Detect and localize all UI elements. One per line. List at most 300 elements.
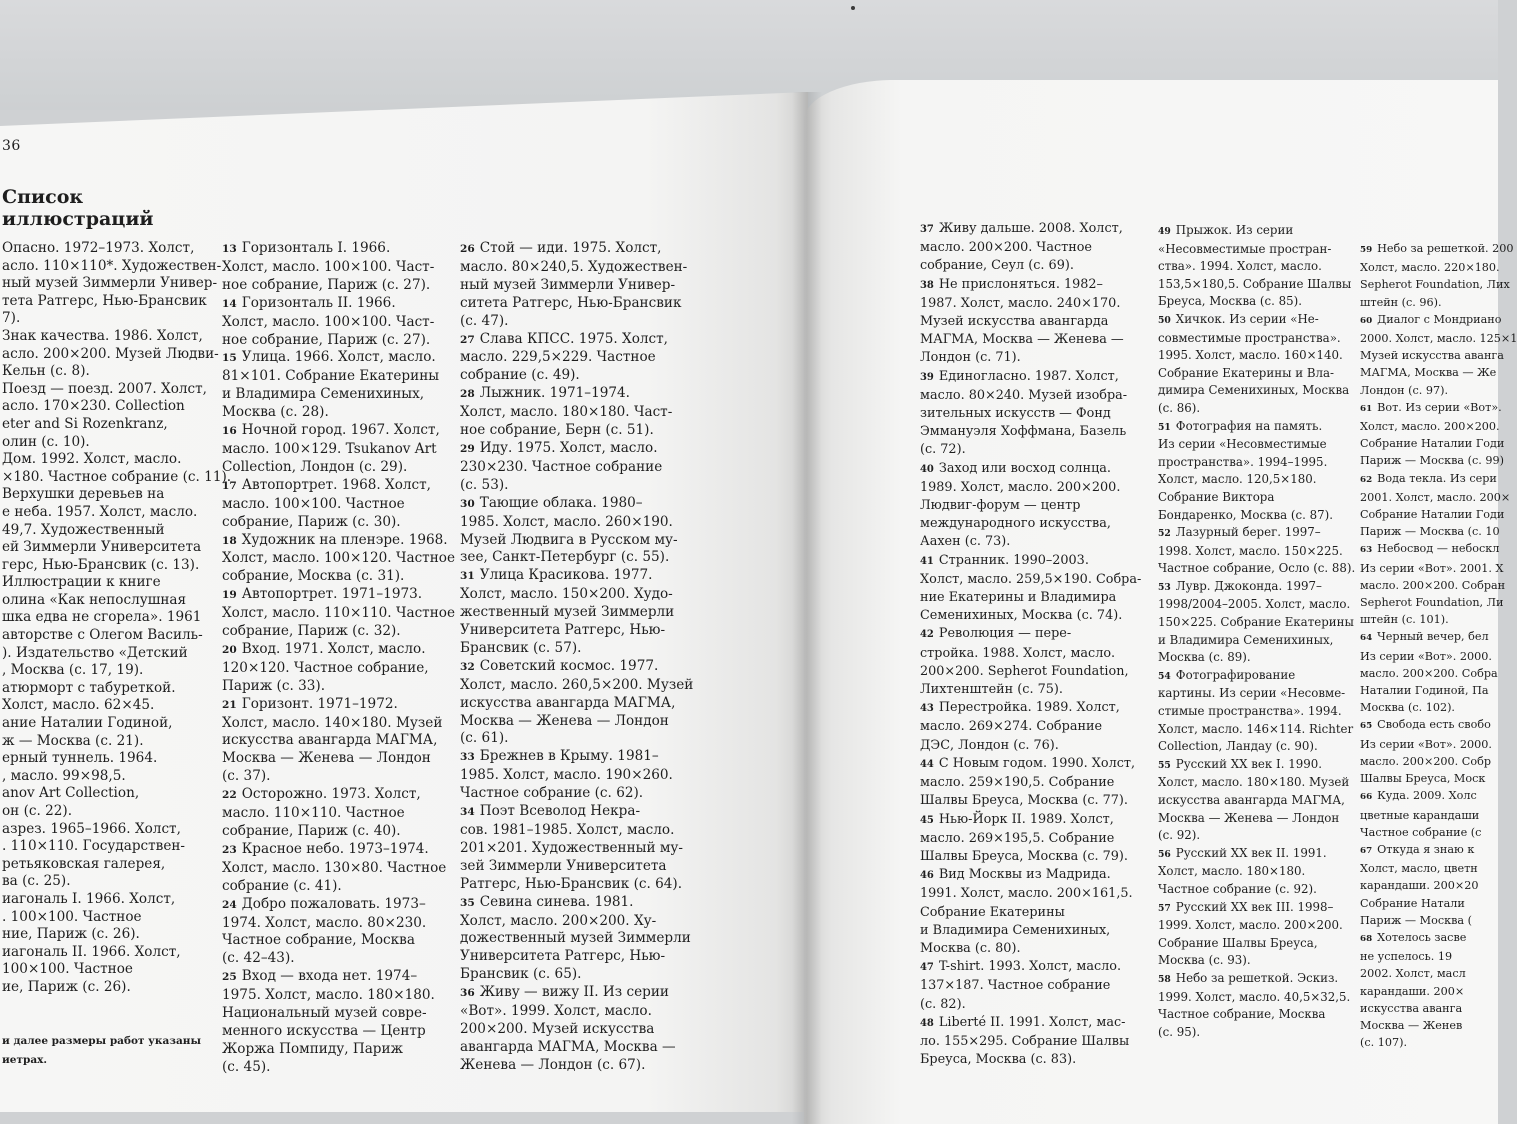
entry-text: Нью-Йорк II. 1989. Холст, [938, 811, 1114, 827]
entry-text: Москва — Женева — Лондон [222, 750, 431, 767]
entry-text: Холст, масло. 200×200. Ху- [460, 912, 657, 929]
entry-text: масло. 200×200. Собр [1360, 754, 1491, 768]
entry-text: Collection, Ландау (с. 90). [1158, 739, 1318, 754]
list-entry-line [2, 750, 231, 768]
entry-text: ерный туннель. 1964. [2, 750, 158, 767]
list-entry [460, 240, 693, 259]
list-entry [460, 331, 693, 350]
entry-number: 40 [920, 463, 934, 475]
entry-text: Холст, масло. 260,5×200. Музей [460, 676, 694, 693]
list-entry-line [1360, 682, 1517, 699]
entry-text: иагональ I. 1966. Холст, [2, 890, 176, 907]
entry-text: Семенихиных, Москва (с. 74). [920, 608, 1123, 624]
list-entry-line [460, 695, 693, 713]
entry-text: масло. 269×274. Собрание [920, 719, 1103, 735]
list-entry [920, 460, 1141, 479]
list-entry-line [1158, 649, 1355, 667]
page-number: 36 [2, 138, 21, 154]
entry-text: Советский космос. 1977. [479, 657, 659, 674]
list-entry-line [920, 405, 1141, 423]
entry-text: (с. 45). [222, 1058, 271, 1075]
list-entry [460, 567, 693, 586]
list-entry-line [222, 1023, 455, 1041]
entry-text: 1989. Холст, масло. 200×200. [920, 479, 1121, 495]
entry-text: Москва (с. 28). [222, 404, 329, 421]
list-entry-line [2, 873, 231, 891]
entry-text: Частное собрание (с [1360, 825, 1482, 839]
entry-text: МАГМА, Москва — Же [1360, 366, 1497, 380]
list-entry-line [222, 660, 455, 678]
entry-text: Бреуса, Москва (с. 85). [1158, 294, 1302, 309]
entry-text: собрание, Москва (с. 31). [222, 568, 405, 585]
entry-text: масло. 100×129. Tsukanov Art [222, 440, 437, 457]
list-entry-line [222, 314, 455, 332]
entry-text: 2002. Холст, масл [1360, 967, 1466, 981]
entry-text: Собрание Наталии Годи [1360, 508, 1505, 522]
entry-text: пространства». 1994–1995. [1158, 454, 1328, 469]
entry-text: Куда. 2009. Холс [1377, 789, 1477, 803]
entry-text: Холст, масло. 180×180. Част- [460, 404, 673, 421]
entry-text: Не прислоняться. 1982– [938, 276, 1103, 292]
entry-text: Лыжник. 1971–1974. [479, 385, 630, 402]
list-entry-line [2, 346, 231, 364]
list-entry [920, 625, 1141, 644]
list-entry-line [222, 805, 455, 823]
list-entry [460, 894, 693, 913]
list-entry-line [460, 730, 693, 748]
entry-text: Горизонталь II. 1966. [241, 294, 396, 311]
entry-text: Жоржа Помпиду, Париж [222, 1040, 404, 1057]
entry-number: 56 [1158, 848, 1171, 860]
list-entry-line [222, 368, 455, 386]
entry-text: Частное собрание (с. 92). [1158, 881, 1317, 896]
entry-number: 50 [1158, 314, 1171, 326]
entry-text: ание Наталии Годиной, [2, 715, 173, 732]
list-entry-line [1360, 259, 1517, 276]
entry-text: Горизонт. 1971–1972. [241, 695, 398, 712]
entry-number: 30 [460, 497, 475, 510]
list-entry-line [1158, 365, 1355, 383]
list-entry-line [1158, 685, 1355, 703]
list-entry [1360, 311, 1517, 330]
list-entry-line [1360, 523, 1517, 540]
list-entry-line [1158, 881, 1355, 899]
list-entry-line [1360, 699, 1517, 716]
entry-text: Холст, масло. 100×100. Част- [222, 313, 435, 330]
entry-number: 22 [222, 789, 237, 802]
entry-text: 201×201. Художественный му- [460, 839, 684, 856]
entry-text: 100×100. Частное [2, 961, 133, 978]
entry-text: 150×225. Собрание Екатерины [1158, 615, 1354, 630]
list-entry-line [2, 680, 231, 698]
entry-text: Фотография на память. [1175, 418, 1323, 433]
list-entry-line [2, 275, 231, 293]
list-entry-line [222, 1005, 455, 1023]
list-entry-line [1360, 294, 1517, 311]
entry-text: (с. 72). [920, 442, 966, 458]
list-entry-line [222, 404, 455, 422]
entry-text: 1975. Холст, масло. 180×180. [222, 987, 435, 1004]
entry-text: ×180. Частное собрание (с. 11). [2, 468, 232, 485]
entry-text: масло. 200×200. Частное [920, 240, 1093, 256]
list-entry [920, 1014, 1141, 1033]
list-entry-line [460, 259, 693, 277]
list-entry [222, 586, 455, 605]
list-entry [920, 811, 1141, 830]
entry-text: Шалвы Бреуса, Москва (с. 77). [920, 793, 1128, 809]
entry-text: Париж — Москва (с. 99) [1360, 454, 1504, 468]
list-entry-line [920, 479, 1141, 497]
list-entry-line [1360, 807, 1517, 824]
entry-text: Из серии «Вот». 2000. [1360, 737, 1492, 751]
entry-number: 51 [1158, 421, 1171, 433]
entry-text: Частное собрание, Москва [1158, 1007, 1326, 1022]
list-entry-line [2, 469, 231, 487]
entry-text: Музей искусства аванга [1360, 349, 1504, 363]
list-entry [222, 422, 455, 441]
list-entry-line [222, 441, 455, 459]
list-entry [920, 866, 1141, 885]
entry-text: и Владимира Семенихиных, [920, 922, 1111, 938]
list-entry-line [222, 678, 455, 696]
entry-text: иагональ II. 1966. Холст, [2, 943, 181, 960]
entry-text: картины. Из серии «Несовме- [1158, 686, 1346, 701]
entry-text: (с. 37). [222, 768, 271, 785]
entry-text: Поэт Всеволод Некра- [479, 803, 641, 820]
list-entry-line [222, 950, 455, 968]
list-entry-line [1158, 989, 1355, 1007]
entry-text: 1999. Холст, масло. 40,5×32,5. [1158, 989, 1351, 1004]
entry-text: Холст, масло. 130×80. Частное [222, 859, 447, 876]
list-entry-line [920, 1051, 1141, 1069]
list-entry-line [1360, 895, 1517, 912]
list-entry [1158, 222, 1355, 241]
list-entry-line [2, 574, 231, 592]
list-entry-line [460, 549, 693, 567]
entry-number: 45 [920, 814, 934, 826]
list-entry-line [222, 932, 455, 950]
entry-text: Диалог с Мондриано [1377, 312, 1502, 326]
entry-text: Автопортрет. 1968. Холст, [241, 476, 431, 493]
entry-text: (с. 61). [460, 730, 509, 747]
footnote [2, 1032, 201, 1070]
list-entry-line [920, 830, 1141, 848]
entry-text: и Владимира Семенихиных, [222, 386, 425, 403]
entry-text: стимые пространства». 1994. [1158, 704, 1342, 719]
entry-number: 64 [1360, 633, 1373, 644]
entry-number: 57 [1158, 902, 1171, 914]
entry-text: Ночной город. 1967. Холст, [241, 422, 440, 439]
entry-number: 17 [222, 479, 237, 492]
list-entry [920, 368, 1141, 387]
entry-text: ж — Москва (с. 21). [2, 732, 144, 749]
list-entry-line [460, 422, 693, 440]
entry-text: Париж — Москва ( [1360, 913, 1472, 927]
list-entry [1158, 845, 1355, 864]
entry-text: ный музей Зиммерли Универ- [460, 276, 676, 293]
entry-number: 16 [222, 425, 237, 438]
list-entry-line [460, 713, 693, 731]
list-entry-line [920, 533, 1141, 551]
list-entry-line [1360, 648, 1517, 665]
list-entry-line [1158, 347, 1355, 365]
list-entry [920, 552, 1141, 571]
entry-text: масло. 80×240. Музей изобра- [920, 387, 1128, 403]
entry-text: Национальный музей совре- [222, 1005, 427, 1022]
entry-text: масло. 259×190,5. Собрание [920, 775, 1115, 791]
entry-number: 67 [1360, 845, 1373, 856]
entry-text: МАГМА, Москва — Женева — [920, 332, 1124, 348]
list-entry-line [1360, 1000, 1517, 1017]
list-entry-line [2, 557, 231, 575]
entry-number: 39 [920, 371, 934, 383]
list-entry-line [1360, 330, 1517, 347]
entry-text: Собрание Екатерины и Вла- [1158, 365, 1335, 380]
entry-text: менного искусства — Центр [222, 1022, 426, 1039]
list-entry-line [2, 961, 231, 979]
entry-text: Небо за решеткой. Эскиз. [1175, 970, 1339, 985]
entry-text: асло. 170×230. Collection [2, 398, 185, 415]
entry-text: Вода текла. Из сери [1377, 471, 1497, 485]
list-entry-line [1360, 560, 1517, 577]
list-entry-line [1360, 824, 1517, 841]
list-entry-line [2, 434, 231, 452]
entry-text: 200×200. Sepherot Foundation, [920, 663, 1129, 679]
list-entry-line [1158, 721, 1355, 739]
entry-text: С Новым годом. 1990. Холст, [938, 755, 1136, 771]
list-entry-line [1158, 774, 1355, 792]
entry-text: Музей искусства авангарда [920, 314, 1109, 330]
entry-text: Тающие облака. 1980– [479, 494, 643, 511]
list-entry [460, 984, 693, 1003]
entry-text: Sepherot Foundation, Лих [1360, 278, 1510, 292]
list-entry-line [460, 622, 693, 640]
entry-text: (с. 86). [1158, 400, 1201, 415]
list-entry [920, 220, 1141, 239]
list-entry-line [1158, 1006, 1355, 1024]
entry-number: 55 [1158, 759, 1171, 771]
list-entry [222, 968, 455, 987]
entry-text: международного искусства, [920, 516, 1111, 532]
entry-text: 1995. Холст, масло. 160×140. [1158, 348, 1343, 363]
entry-text: Улица. 1966. Холст, масло. [241, 349, 436, 366]
list-entry-line [920, 387, 1141, 405]
entry-text: eter and Si Rozenkranz, [2, 415, 168, 432]
entry-text: ное собрание, Париж (с. 27). [222, 331, 431, 348]
list-entry-line [1158, 241, 1355, 259]
list-entry-line [222, 277, 455, 295]
list-column [920, 220, 1141, 1069]
entry-text: дожественный музей Зиммерли [460, 930, 691, 947]
entry-number: 31 [460, 570, 475, 583]
list-entry-line [920, 295, 1141, 313]
entry-text: собрание (с. 49). [460, 367, 580, 384]
entry-text: «Вот». 1999. Холст, масло. [460, 1003, 652, 1020]
list-entry-line [1158, 330, 1355, 348]
entry-text: Холст, масло. 180×180. Музей [1158, 775, 1350, 790]
list-entry-line [1158, 560, 1355, 578]
entry-text: Собрание Виктора [1158, 489, 1275, 504]
entry-text: 230×230. Частное собрание [460, 458, 663, 475]
entry-text: Прыжок. Из серии [1175, 223, 1294, 237]
list-entry-line [2, 328, 231, 346]
list-entry-line [1158, 436, 1355, 454]
entry-text: искусства аванга [1360, 1001, 1463, 1015]
entry-text: шка едва не сгорела». 1961 [2, 609, 202, 626]
entry-text: Кельн (с. 8). [2, 363, 90, 380]
entry-number: 48 [920, 1017, 934, 1029]
list-entry-line [460, 876, 693, 894]
list-entry-line [2, 979, 231, 997]
list-entry [1360, 540, 1517, 559]
list-entry-line [920, 571, 1141, 589]
list-entry-line [1360, 435, 1517, 452]
list-entry [1360, 240, 1517, 259]
list-entry [222, 786, 455, 805]
entry-text: Лихтенштейн (с. 75). [920, 682, 1063, 698]
list-entry [222, 641, 455, 660]
list-entry-line [2, 926, 231, 944]
entry-text: Женева — Лондон (с. 67). [460, 1056, 646, 1073]
list-entry-line [222, 732, 455, 750]
entry-text: Добро пожаловать. 1973– [241, 895, 426, 912]
list-entry-line [222, 332, 455, 350]
entry-text: стройка. 1988. Холст, масло. [920, 645, 1116, 661]
entry-text: ства». 1994. Холст, масло. [1158, 259, 1322, 274]
entry-number: 52 [1158, 528, 1171, 540]
list-entry-line [2, 838, 231, 856]
entry-text: Холст, масло. 100×120. Частное [222, 550, 455, 567]
list-column [222, 240, 455, 1077]
entry-number: 53 [1158, 581, 1171, 593]
entry-text: Хотелось засве [1377, 930, 1467, 944]
list-entry-line [222, 878, 455, 896]
section-title [2, 186, 154, 230]
list-entry [460, 748, 693, 767]
list-entry-line [460, 1039, 693, 1057]
list-entry-line [1158, 863, 1355, 881]
list-entry-line [1360, 611, 1517, 628]
entry-text: (с. 42–43). [222, 950, 295, 967]
entry-text: 153,5×180,5. Собрание Шалвы [1158, 276, 1352, 291]
list-entry-line [1360, 965, 1517, 982]
entry-text: Москва (с. 89). [1158, 650, 1251, 665]
list-entry-line [222, 860, 455, 878]
entry-text: Москва (с. 93). [1158, 953, 1251, 968]
list-entry-line [460, 404, 693, 422]
entry-text: Брежнев в Крыму. 1981– [479, 748, 659, 765]
list-entry [920, 755, 1141, 774]
entry-text: 137×187. Частное собрание [920, 978, 1111, 994]
entry-number: 38 [920, 279, 934, 291]
entry-text: Sepherot Foundation, Ли [1360, 596, 1504, 610]
list-entry-line [920, 940, 1141, 958]
entry-text: Знак качества. 1986. Холст, [2, 327, 203, 344]
entry-number: 58 [1158, 973, 1171, 985]
list-entry [1158, 970, 1355, 989]
list-entry-line [1360, 1034, 1517, 1051]
entry-text: Небо за решеткой. 200 [1377, 242, 1514, 255]
entry-number: 63 [1360, 545, 1373, 556]
entry-text: карандаши. 200×20 [1360, 879, 1479, 893]
entry-text: 1985. Холст, масло. 260×190. [460, 513, 673, 530]
entry-text: Москва — Женева — Лондон [460, 712, 669, 729]
list-entry-line [1158, 276, 1355, 294]
title-line: Список [2, 186, 84, 208]
entry-text: Иду. 1975. Холст, масло. [479, 439, 658, 456]
list-entry-line [460, 313, 693, 331]
list-entry [920, 958, 1141, 977]
list-entry-line [460, 477, 693, 495]
list-entry-line [460, 948, 693, 966]
entry-number: 62 [1360, 474, 1373, 485]
entry-text: штейн (с. 96). [1360, 295, 1442, 309]
list-entry-line [222, 459, 455, 477]
entry-text: Бреуса, Москва (с. 83). [920, 1052, 1077, 1068]
list-entry-line [2, 451, 231, 469]
entry-text: ситета Ратгерс, Нью-Брансвик [460, 294, 682, 311]
title-line: иллюстраций [2, 208, 154, 230]
list-entry-line [460, 822, 693, 840]
entry-text: T-shirt. 1993. Холст, масло. [938, 959, 1122, 975]
entry-text: Поезд — поезд. 2007. Холст, [2, 380, 208, 397]
list-entry-line [920, 589, 1141, 607]
list-entry-line [460, 966, 693, 984]
list-entry-line [222, 514, 455, 532]
entry-text: Горизонталь I. 1966. [241, 240, 391, 256]
list-entry [222, 477, 455, 496]
list-entry-line [460, 586, 693, 604]
list-entry-line [222, 823, 455, 841]
list-entry-line [1360, 382, 1517, 399]
entry-text: ва (с. 25). [2, 873, 71, 890]
list-entry-line [920, 737, 1141, 755]
entry-text: искусства авангарда МАГМА, [460, 694, 676, 711]
list-entry-line [920, 349, 1141, 367]
list-entry-line [460, 459, 693, 477]
list-entry-line [222, 987, 455, 1005]
list-column [1158, 222, 1355, 1041]
entry-text: Вот. Из серии «Вот». [1377, 400, 1502, 414]
list-entry [222, 295, 455, 314]
list-entry-line [920, 607, 1141, 625]
entry-text: зее, Санкт-Петербург (с. 55). [460, 549, 670, 566]
entry-text: Холст, масло. 259,5×190. Собра- [920, 571, 1142, 587]
entry-number: 42 [920, 629, 934, 641]
entry-text: Лондон (с. 71). [920, 350, 1021, 366]
list-entry-line [1158, 454, 1355, 472]
list-entry-line [920, 441, 1141, 459]
entry-text: сов. 1981–1985. Холст, масло. [460, 822, 675, 838]
list-entry-line [1158, 293, 1355, 311]
list-entry-line [920, 977, 1141, 995]
entry-text: Верхушки деревьев на [2, 486, 165, 503]
list-entry [222, 896, 455, 915]
entry-text: Собрание Шалвы Бреуса, [1158, 935, 1318, 950]
list-entry-line [1360, 347, 1517, 364]
entry-number: 49 [1158, 226, 1171, 237]
entry-text: Севина синева. 1981. [479, 893, 634, 910]
list-entry-line [222, 623, 455, 641]
list-entry-line [1158, 258, 1355, 276]
list-entry [460, 658, 693, 677]
list-entry-line [222, 768, 455, 786]
entry-text: , масло. 99×98,5. [2, 767, 126, 784]
entry-text: Холст, масло. 150×200. Худо- [460, 586, 673, 603]
entry-text: собрание, Сеул (с. 69). [920, 258, 1074, 274]
entry-text: тета Ратгерс, Нью-Брансвик [2, 292, 207, 309]
entry-text: Из серии «Вот». 2000. [1360, 649, 1492, 663]
